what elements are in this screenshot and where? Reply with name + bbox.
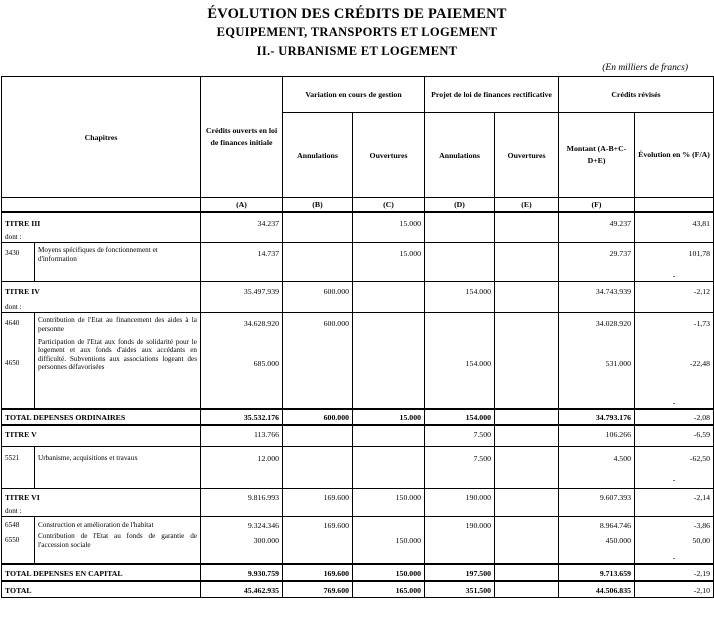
letter-b: (B)	[283, 198, 353, 212]
cell: 450.000	[559, 531, 635, 550]
code-5521: 5521	[2, 447, 35, 471]
cell: 14.737	[201, 242, 283, 264]
header-evolution: Évolution en % (F/A)	[635, 113, 714, 198]
cell: 600.000	[283, 313, 353, 337]
cell: 351.500	[425, 581, 495, 597]
cell: 15.000	[353, 212, 425, 233]
header-ouvertures-plfr: Ouvertures	[495, 113, 559, 198]
cell: 34.237	[201, 212, 283, 233]
cell: 8.964.746	[559, 516, 635, 531]
cell: 35.497.939	[201, 281, 283, 303]
cell: 49.237	[559, 212, 635, 233]
cell: 7.500	[425, 425, 495, 447]
cell: 190.000	[425, 516, 495, 531]
cell: 154.000	[425, 337, 495, 391]
dont-label: dont :	[2, 233, 201, 243]
cell: 106.266	[559, 425, 635, 447]
header-projet-group: Projet de loi de finances rectificative	[425, 77, 559, 113]
header-annulations-plfr: Annulations	[425, 113, 495, 198]
section-title: II.- URBANISME ET LOGEMENT	[256, 44, 458, 58]
row-titre-vi-label: TITRE VI	[2, 489, 201, 507]
cell: 50,00	[635, 531, 714, 550]
page-title: ÉVOLUTION DES CRÉDITS DE PAIEMENT	[207, 6, 507, 22]
row-4640-label: Contribution de l'Etat au financement des aides à la personne	[38, 316, 197, 333]
dash: -	[635, 471, 714, 489]
header-variation-group: Variation en cours de gestion	[283, 77, 425, 113]
cell: 9.713.659	[559, 564, 635, 581]
letter-a: (A)	[201, 198, 283, 212]
cell: 150.000	[353, 564, 425, 581]
cell: 15.000	[353, 242, 425, 264]
row-total-label: TOTAL	[2, 581, 201, 597]
header-chapitres: Chapitres	[2, 77, 201, 198]
cell: 43,81	[635, 212, 714, 233]
letters-blank	[2, 198, 201, 212]
cell: 29.737	[559, 242, 635, 264]
cell: 154.000	[425, 409, 495, 425]
row-total-ordinaires-label: TOTAL DEPENSES ORDINAIRES	[2, 409, 201, 425]
code-4650: 4650	[2, 337, 35, 391]
cell: 300.000	[201, 531, 283, 550]
row-6548-label: Construction et amélioration de l'habitat	[35, 516, 201, 531]
cell: 531.000	[559, 337, 635, 391]
cell: 769.600	[283, 581, 353, 597]
cell: -2,08	[635, 409, 714, 425]
cell: 154.000	[425, 281, 495, 303]
cell: 34.793.176	[559, 409, 635, 425]
cell: 12.000	[201, 447, 283, 471]
row-total-capital-label: TOTAL DEPENSES EN CAPITAL	[2, 564, 201, 581]
cell: 190.000	[425, 489, 495, 507]
letters-blank-g	[635, 198, 714, 212]
cell: -2,12	[635, 281, 714, 303]
cell: -2,14	[635, 489, 714, 507]
row-3430-label: Moyens spécifiques de fonctionnement et d'information	[38, 245, 158, 263]
cell: 15.000	[353, 409, 425, 425]
letter-e: (E)	[495, 198, 559, 212]
cell: 9.607.393	[559, 489, 635, 507]
cell: 34.743.939	[559, 281, 635, 303]
credits-table	[1, 76, 714, 598]
cell: 169.600	[283, 516, 353, 531]
cell: -1,73	[635, 313, 714, 337]
cell: 101,78	[635, 242, 714, 264]
row-titre-iii-label: TITRE III	[2, 212, 201, 233]
cell: 150.000	[353, 531, 425, 550]
cell: 150.000	[353, 489, 425, 507]
header-ouvertures: Ouvertures	[353, 113, 425, 198]
row-titre-iv-label: TITRE IV	[2, 281, 201, 303]
header-revises-group: Crédits révisés	[559, 77, 714, 113]
row-4650-label: Participation de l'Etat aux fonds de solidarité pour le logement et aux fonds d'aides aux accédants en difficulté. Subventions aux associations logeant des personnes défavorisées	[38, 337, 197, 372]
cell: 45.462.935	[201, 581, 283, 597]
header-montant: Montant (A-B+C-D+E)	[559, 113, 635, 198]
header-credits-ouverts: Crédits ouverts en loi de finances initiale	[201, 77, 283, 198]
dont-label: dont :	[2, 507, 201, 517]
cell: -3,86	[635, 516, 714, 531]
row-5521-label: Urbanisme, acquisitions et travaux	[35, 447, 201, 471]
dash: -	[635, 550, 714, 564]
cell: -2,19	[635, 564, 714, 581]
cell: -22,48	[635, 337, 714, 391]
cell: 9.324.346	[201, 516, 283, 531]
cell: 9.816.993	[201, 489, 283, 507]
cell: -62,50	[635, 447, 714, 471]
cell: 7.500	[425, 447, 495, 471]
cell: 9.930.759	[201, 564, 283, 581]
dont-label: dont :	[2, 303, 201, 313]
row-6550-label: Contribution de l'Etat au fonds de garantie de l'accession sociale	[38, 532, 197, 549]
dash: -	[635, 391, 714, 409]
cell: 44.506.835	[559, 581, 635, 597]
cell: 600.000	[283, 409, 353, 425]
dash: -	[635, 264, 714, 281]
cell: 34.628.920	[201, 313, 283, 337]
header-annulations: Annulations	[283, 113, 353, 198]
cell: -6,59	[635, 425, 714, 447]
code-6550: 6550	[2, 531, 35, 550]
cell: 35.532.176	[201, 409, 283, 425]
letter-c: (C)	[353, 198, 425, 212]
cell: 685.000	[201, 337, 283, 391]
row-titre-v-label: TITRE V	[2, 425, 201, 447]
cell: 4.500	[559, 447, 635, 471]
letter-d: (D)	[425, 198, 495, 212]
ministry-subtitle: EQUIPEMENT, TRANSPORTS ET LOGEMENT	[216, 25, 498, 39]
code-6548: 6548	[2, 516, 35, 531]
units-note: (En milliers de francs)	[602, 63, 688, 73]
cell: 113.766	[201, 425, 283, 447]
cell: 197.500	[425, 564, 495, 581]
code-3430: 3430	[2, 242, 35, 264]
code-4640: 4640	[2, 313, 35, 337]
letter-f: (F)	[559, 198, 635, 212]
cell: 600.000	[283, 281, 353, 303]
cell: 165.000	[353, 581, 425, 597]
cell: 169.600	[283, 489, 353, 507]
cell: 34.028.920	[559, 313, 635, 337]
cell: 169.600	[283, 564, 353, 581]
cell: -2,10	[635, 581, 714, 597]
